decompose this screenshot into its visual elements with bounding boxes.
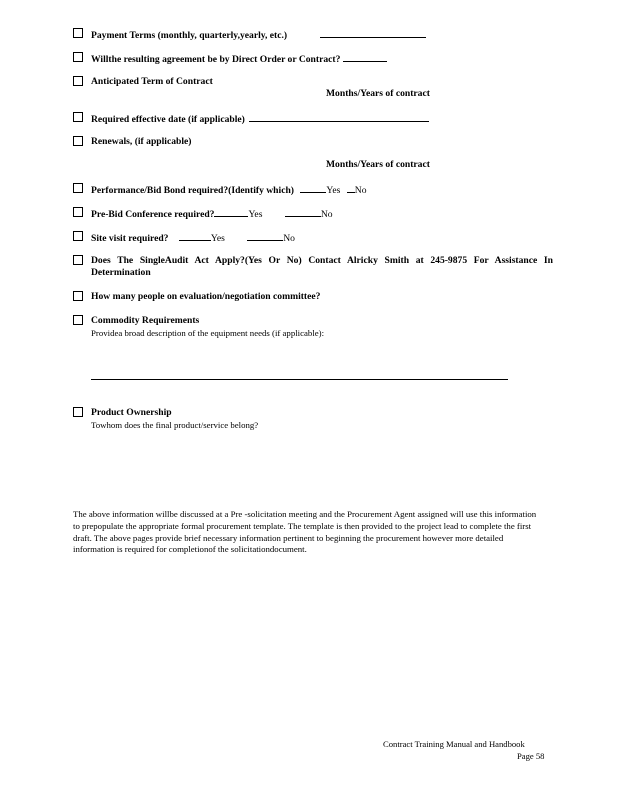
single-audit-item <box>73 255 553 279</box>
direct-order-blank <box>343 52 387 62</box>
evaluation-item <box>73 291 553 303</box>
site-visit-no-blank <box>247 231 283 241</box>
renewals-label: Renewals, (if applicable) <box>91 136 192 147</box>
direct-order-label: Willthe resulting agreement be by Direct Order or Contract? <box>91 54 341 65</box>
ownership-item <box>73 407 553 431</box>
checkbox-bullet-icon <box>73 315 83 325</box>
site-visit-item <box>73 231 553 245</box>
checkbox-bullet-icon <box>73 76 83 86</box>
footer-title: Contract Training Manual and Handbook <box>383 739 525 749</box>
bid-bond-no: No <box>354 185 367 196</box>
prebid-yes: Yes <box>248 209 263 220</box>
direct-order-item <box>73 52 553 66</box>
evaluation-label: How many people on evaluation/negotiation committee? <box>91 291 321 302</box>
checkbox-bullet-icon <box>73 136 83 146</box>
checkbox-bullet-icon <box>73 28 83 38</box>
months-years-note-2: Months/Years of contract <box>326 159 430 170</box>
checkbox-bullet-icon <box>73 291 83 301</box>
prebid-no-blank <box>285 207 321 217</box>
bid-bond-yes: Yes <box>326 185 341 196</box>
payment-terms-blank <box>320 28 426 38</box>
bid-bond-label: Performance/Bid Bond required?(Identify which) <box>91 185 294 196</box>
effective-date-label: Required effective date (if applicable) <box>91 114 245 125</box>
effective-date-item <box>73 112 553 126</box>
site-visit-yes-blank <box>179 231 211 241</box>
checkbox-bullet-icon <box>73 231 83 241</box>
commodity-answer-line <box>91 379 508 380</box>
single-audit-label: Does The SingleAudit Act Apply?(Yes Or No) Contact Alricky Smith at 245-9875 For Assistance In Determination <box>91 255 553 278</box>
bid-bond-no-blank <box>347 183 355 193</box>
effective-date-blank <box>249 112 429 122</box>
bid-bond-item <box>73 183 553 197</box>
site-visit-yes: Yes <box>210 233 225 244</box>
prebid-yes-blank <box>214 207 248 217</box>
commodity-desc: Providea broad description of the equipment needs (if applicable): <box>91 328 325 338</box>
checkbox-bullet-icon <box>73 407 83 417</box>
prebid-item <box>73 207 553 221</box>
site-visit-no: No <box>283 233 295 244</box>
checkbox-bullet-icon <box>73 112 83 122</box>
checkbox-bullet-icon <box>73 207 83 217</box>
prebid-label: Pre-Bid Conference required? <box>91 209 215 220</box>
prebid-no: No <box>320 209 333 220</box>
anticipated-term-item <box>73 76 553 88</box>
renewals-item <box>73 136 553 148</box>
checkbox-bullet-icon <box>73 183 83 193</box>
ownership-desc: Towhom does the final product/service belong? <box>91 420 259 430</box>
commodity-item <box>73 315 553 339</box>
site-visit-label: Site visit required? <box>91 233 169 244</box>
checkbox-bullet-icon <box>73 255 83 265</box>
ownership-title: Product Ownership <box>91 407 172 418</box>
bid-bond-yes-blank <box>300 183 326 193</box>
checkbox-bullet-icon <box>73 52 83 62</box>
commodity-title: Commodity Requirements <box>91 315 200 326</box>
closing-paragraph: The above information willbe discussed at a Pre -solicitation meeting and the Procurement Agent assigned will use this information to prepopulate the appropriate formal procurement template. The template is then provided to the project lead to complete the first draft. The above pages provide brief necessary information pertinent to beginning the procurement however more detailed information is required for completionof the solicitationdocument. <box>73 509 537 555</box>
payment-terms-label: Payment Terms (monthly, quarterly,yearly, etc.) <box>91 30 288 41</box>
payment-terms-item <box>73 28 553 42</box>
months-years-note-1: Months/Years of contract <box>326 88 430 99</box>
anticipated-term-label: Anticipated Term of Contract <box>91 76 213 87</box>
footer-page: Page 58 <box>517 751 545 761</box>
